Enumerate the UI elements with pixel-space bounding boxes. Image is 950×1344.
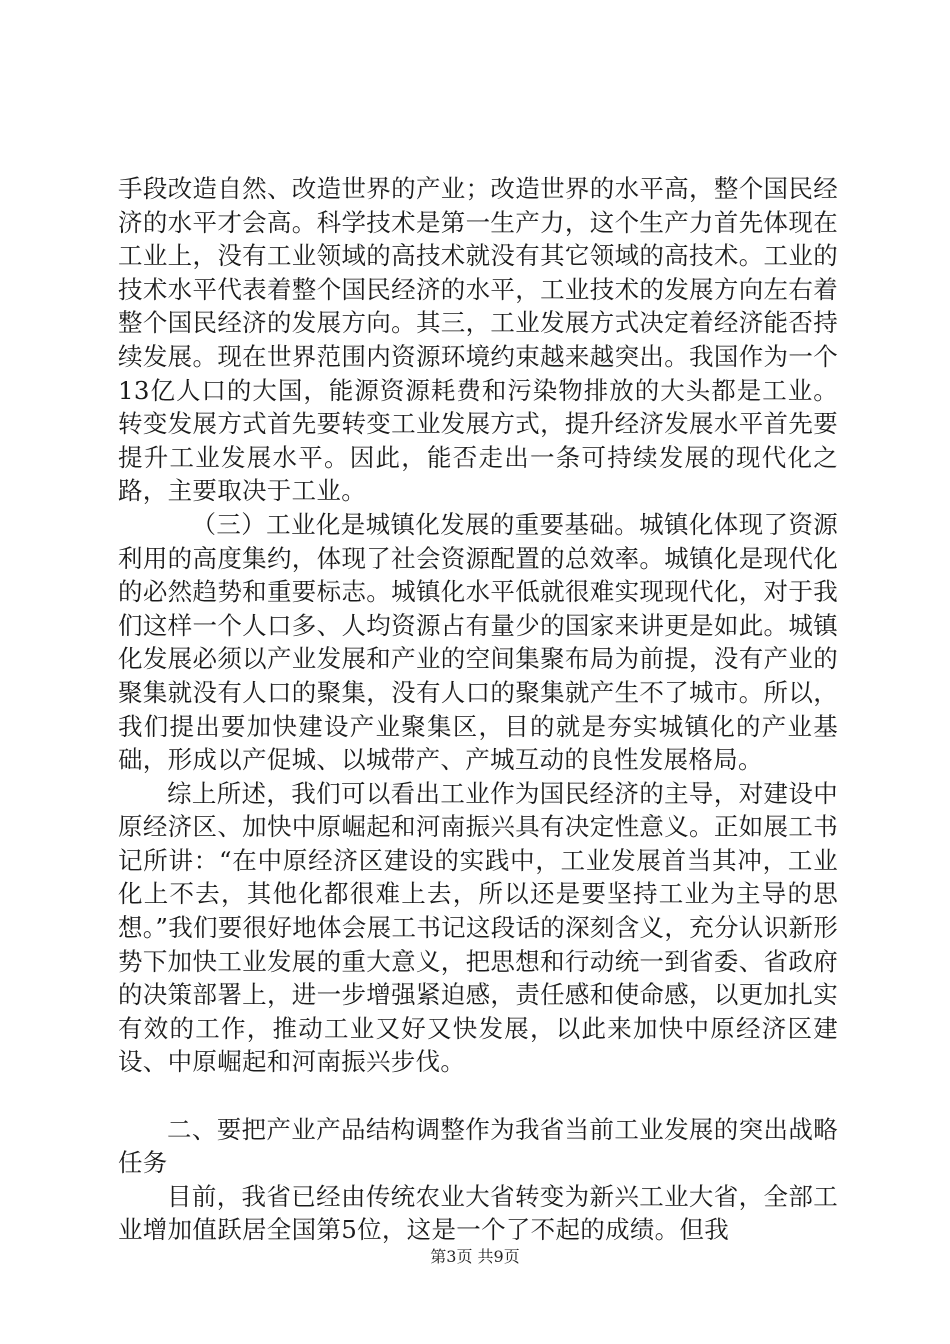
section-heading-two: 二、要把产业产品结构调整作为我省当前工业发展的突出战略任务 xyxy=(118,1114,838,1178)
page-number-footer: 第3页 共9页 xyxy=(430,1247,520,1266)
document-body xyxy=(118,172,838,1247)
paragraph-continuation: 手段改造自然、改造世界的产业；改造世界的水平高，整个国民经济的水平才会高。科学技术是第一生产力，这个生产力首先体现在工业上，没有工业领域的高技术就没有其它领域的高技术。工业的技术水平代表着整个国民经济的水平，工业技术的发展方向左右着整个国民经济的发展方向。其三，工业发展方式决定着经济能否持续发展。现在世界范围内资源环境约束越来越突出。我国作为一个13亿人口的大国，能源资源耗费和污染物排放的大头都是工业。转变发展方式首先要转变工业发展方式，提升经济发展水平首先要提升工业发展水平。因此，能否走出一条可持续发展的现代化之路，主要取决于工业。 xyxy=(118,174,838,506)
paragraph-current-status: 目前，我省已经由传统农业大省转变为新兴工业大省，全部工业增加值跃居全国第5位，这是一个了不起的成绩。但我 xyxy=(118,1181,838,1245)
paragraph-summary: 综上所述，我们可以看出工业作为国民经济的主导，对建设中原经济区、加快中原崛起和河南振兴具有决定性意义。正如展工书记所讲：“在中原经济区建设的实践中，工业发展首当其冲，工业化上不去，其他化都很难上去，所以还是要坚持工业为主导的思想。”我们要很好地体会展工书记这段话的深刻含义，充分认识新形势下加快工业发展的重大意义，把思想和行动统一到省委、省政府的决策部署上，进一步增强紧迫感，责任感和使命感，以更加扎实有效的工作，推动工业又好又快发展，以此来加快中原经济区建设、中原崛起和河南振兴步伐。 xyxy=(118,778,838,1077)
paragraph-section-three: （三）工业化是城镇化发展的重要基础。城镇化体现了资源利用的高度集约，体现了社会资源配置的总效率。城镇化是现代化的必然趋势和重要标志。城镇化水平低就很难实现现代化，对于我们这样一个人口多、人均资源占有量少的国家来讲更是如此。城镇化发展必须以产业发展和产业的空间集聚布局为前提，没有产业的聚集就没有人口的聚集，没有人口的聚集就产生不了城市。所以，我们提出要加快建设产业聚集区，目的就是夯实城镇化的产业基础，形成以产促城、以城带产、产城互动的良性发展格局。 xyxy=(118,509,838,775)
